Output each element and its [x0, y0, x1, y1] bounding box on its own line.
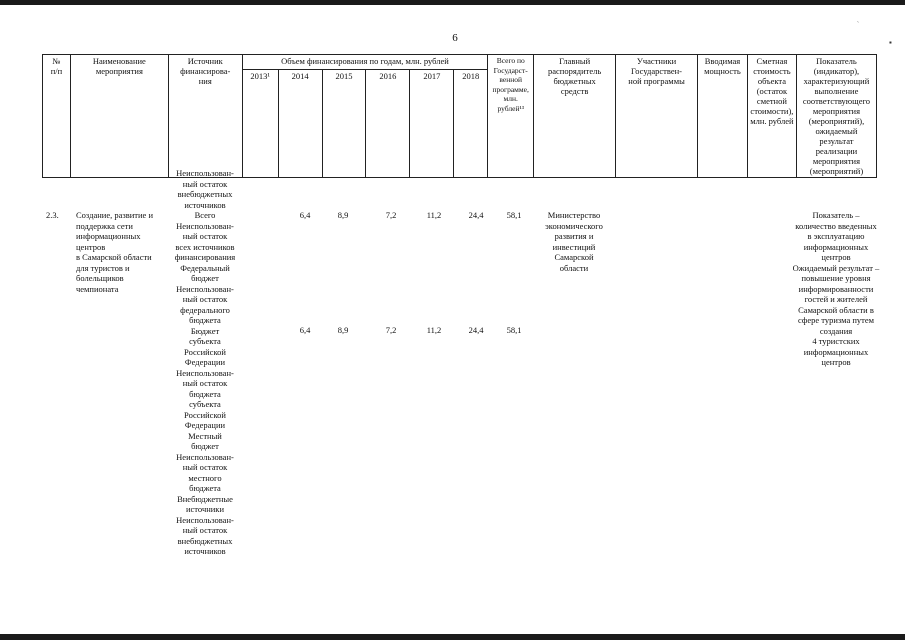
header-year: 2015 — [322, 69, 366, 177]
top-border — [0, 0, 905, 5]
financing-table-header — [42, 54, 877, 176]
header-total: Всего по Государст- венной программе, млн. рублей¹³ — [488, 55, 534, 178]
header-main-manager: Главный распорядитель бюджетных средств — [534, 55, 616, 178]
regional-2018: 24,4 — [468, 325, 484, 335]
header-year: 2013¹ — [242, 69, 278, 177]
regional-2016: 7,2 — [385, 325, 397, 335]
header-source: Источник финансирова- ния — [168, 55, 242, 178]
scan-speck: ▪ — [889, 38, 892, 47]
row-sources: Всего Неиспользован- ный остаток всех источников финансирования Федеральный бюджет Неиспользован- ный остаток федерального бюджета Бюджет субъекта Российской Федерации Неиспользован- ный остаток бюджета субъекта Российской Федерации Местный бюджет Неиспользован- ный остаток местного бюджета Внебюджетные источники Неиспользован- ный остаток внебюджетных источников — [174, 210, 236, 556]
row-manager: Министерство экономического развития и инвестиций Самарской области — [545, 210, 603, 273]
row-indicator: Показатель – количество введенных в эксплуатацию информационных центров Ожидаемый результат – повышение уровня информированности гостей и жителей Самарской области в сфере туризма путем создания 4 туристских информационных центров — [792, 210, 880, 367]
header-year: 2017 — [410, 69, 454, 177]
total-2016: 7,2 — [385, 210, 397, 220]
page-number: 6 — [452, 32, 458, 44]
header-num: № п/п — [43, 55, 71, 178]
header-capacity: Вводимая мощность — [697, 55, 747, 178]
regional-total: 58,1 — [506, 325, 522, 335]
header-year: 2014 — [278, 69, 322, 177]
regional-2014: 6,4 — [299, 325, 311, 335]
header-participants: Участники Государствен- ной программы — [616, 55, 698, 178]
scan-speck: ˏ — [857, 17, 859, 23]
header-year: 2018 — [454, 69, 488, 177]
regional-2015: 8,9 — [337, 325, 349, 335]
total-2014: 6,4 — [299, 210, 311, 220]
header-indicator: Показатель (индикатор), характеризующий выполнение соответствующего мероприятия (мероприятий), ожидаемый результат реализации мероприятия (мероприятий) — [796, 55, 876, 178]
header-volume-title: Объем финансирования по годам, млн. рублей — [242, 55, 488, 70]
row-number: 2.3. — [46, 210, 59, 220]
bottom-border — [0, 634, 905, 640]
row-name: Создание, развитие и поддержка сети информационных центров в Самарской области для туристов и болельщиков чемпионата — [76, 210, 153, 294]
total-2018: 24,4 — [468, 210, 484, 220]
header-estimate: Сметная стоимость объекта (остаток сметной стоимости), млн. рублей — [747, 55, 796, 178]
total-2017: 11,2 — [426, 210, 442, 220]
total-all: 58,1 — [506, 210, 522, 220]
total-2015: 8,9 — [337, 210, 349, 220]
header-name: Наименование мероприятия — [70, 55, 168, 178]
regional-2017: 11,2 — [426, 325, 442, 335]
carryover-source-text: Неиспользован- ный остаток внебюджетных источников — [176, 168, 234, 210]
header-year: 2016 — [366, 69, 410, 177]
